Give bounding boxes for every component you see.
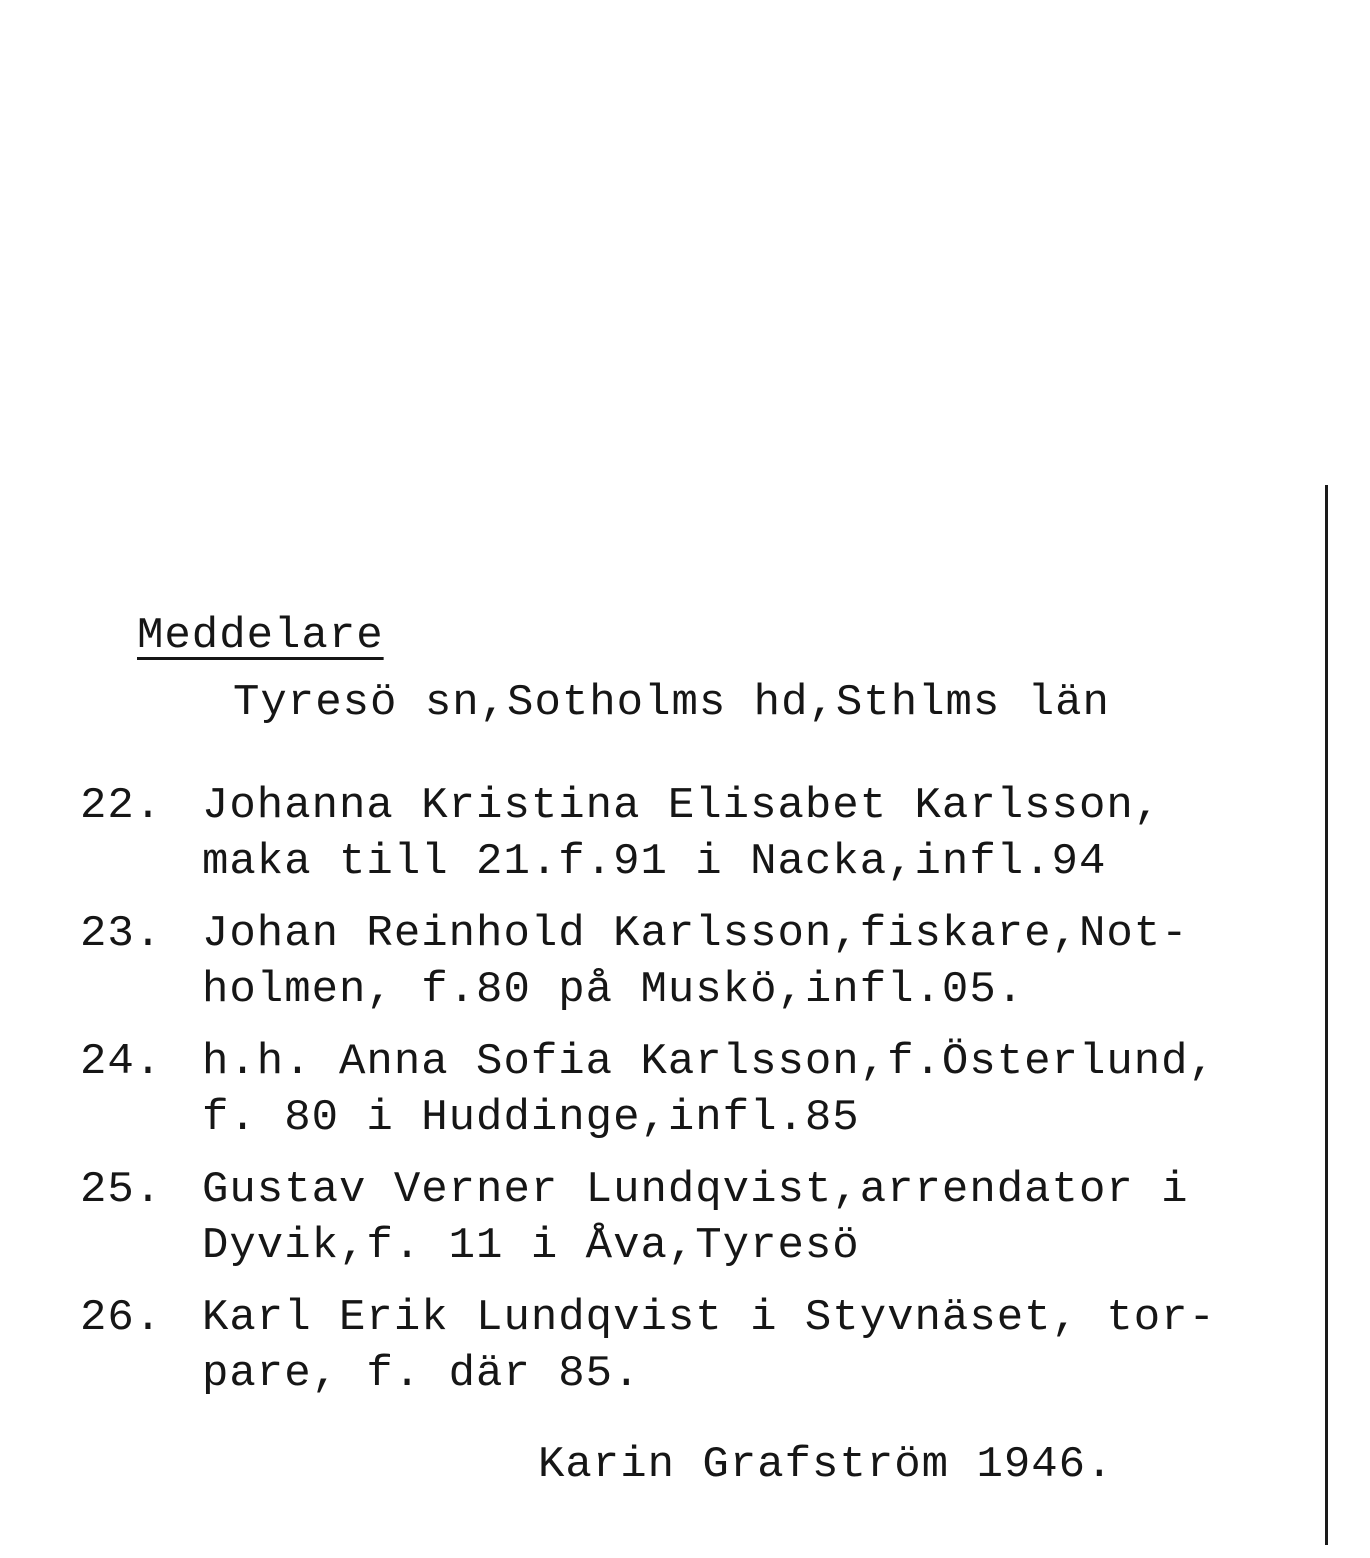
entry-line: Karl Erik Lundqvist i Styvnäset, tor- [202, 1293, 1216, 1343]
informant-entry-23 [80, 906, 1325, 1018]
entry-line: pare, f. där 85. [202, 1349, 641, 1399]
entry-number: 22. [80, 781, 163, 831]
entry-line: maka till 21.f.91 i Nacka,infl.94 [202, 837, 1107, 887]
entry-line: Gustav Verner Lundqvist,arrendator i [202, 1165, 1189, 1215]
entry-line: h.h. Anna Sofia Karlsson,f.Österlund, [202, 1037, 1216, 1087]
entry-line: Johanna Kristina Elisabet Karlsson, [202, 781, 1162, 831]
right-margin-line [1325, 485, 1328, 1545]
informant-entry-24 [80, 1034, 1325, 1146]
entry-text [202, 906, 1325, 1018]
document-heading: Meddelare [137, 611, 384, 661]
entry-text [202, 778, 1325, 890]
entry-number: 25. [80, 1165, 163, 1215]
signature: Karin Grafström 1946. [538, 1440, 1114, 1490]
entry-text [202, 1162, 1325, 1274]
entry-line: f. 80 i Huddinge,infl.85 [202, 1093, 860, 1143]
entry-line: Johan Reinhold Karlsson,fiskare,Not- [202, 909, 1189, 959]
informant-entry-25 [80, 1162, 1325, 1274]
entry-number: 24. [80, 1037, 163, 1087]
entry-text [202, 1290, 1325, 1402]
entry-number: 26. [80, 1293, 163, 1343]
location-line: Tyresö sn,Sotholms hd,Sthlms län [233, 678, 1110, 728]
entry-text [202, 1034, 1325, 1146]
informant-entry-22 [80, 778, 1325, 890]
informant-entry-26 [80, 1290, 1325, 1402]
entry-line: Dyvik,f. 11 i Åva,Tyresö [202, 1221, 860, 1271]
entry-number: 23. [80, 909, 163, 959]
informant-list [80, 778, 1325, 1418]
entry-line: holmen, f.80 på Muskö,infl.05. [202, 965, 1025, 1015]
